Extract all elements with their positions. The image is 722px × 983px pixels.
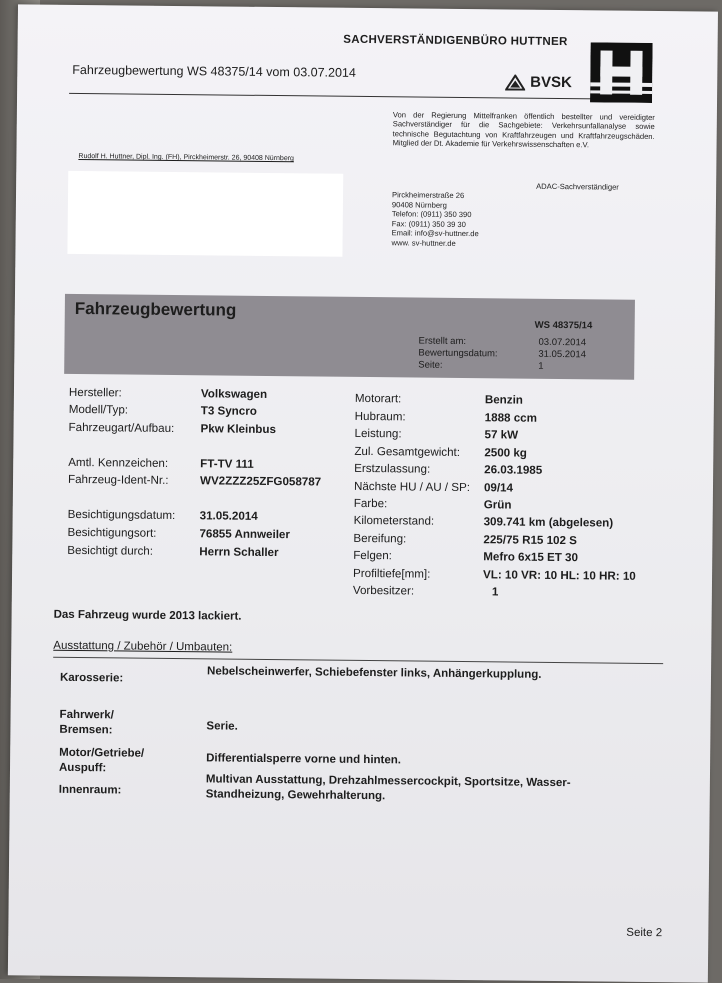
field-label-color: Farbe: [353, 496, 388, 511]
field-value-vin: WV2ZZZ25ZFG058787 [199, 474, 322, 489]
document-page [8, 4, 718, 982]
huttner-logo-icon [590, 42, 653, 103]
field-label-next-inspection: Nächste HU / AU / SP: [353, 479, 471, 495]
ws-number: WS 48375/14 [534, 319, 593, 332]
field-label-first-registration: Erstzulassung: [354, 461, 431, 476]
contact-web: www. sv-huttner.de [391, 238, 456, 248]
report-title: Fahrzeugbewertung WS 48375/14 vom 03.07.2014 [72, 62, 356, 80]
page-number: Seite 2 [626, 926, 663, 940]
equipment-label-body: Karosserie: [59, 671, 124, 685]
equipment-label-chassis-line2: Bremsen: [59, 723, 113, 737]
field-value-next-inspection: 09/14 [483, 481, 514, 495]
field-label-vin: Fahrzeug-Ident-Nr.: [67, 472, 169, 487]
field-value-displacement: 1888 ccm [484, 411, 537, 425]
field-label-rims: Felgen: [353, 548, 393, 563]
equipment-label-drivetrain-line1: Motor/Getriebe/ [59, 746, 145, 760]
equipment-value-drivetrain: Differentialsperre vorne und hinten. [206, 752, 402, 767]
equipment-value-interior [206, 772, 571, 806]
header-divider [69, 93, 651, 100]
field-label-model: Modell/Typ: [68, 402, 129, 417]
contact-email: Email: info@sv-huttner.de [391, 228, 479, 239]
contact-fax: Fax: (0911) 350 39 30 [391, 219, 466, 229]
bvsk-label: BVSK [530, 73, 573, 92]
bvsk-logo [505, 73, 572, 91]
field-value-previous-owners: 1 [491, 585, 499, 599]
field-value-body-type: Pkw Kleinbus [200, 422, 277, 437]
contact-city: 90408 Nürnberg [391, 199, 447, 210]
field-label-body-type: Fahrzeugart/Aufbau: [68, 420, 175, 435]
equipment-value-chassis: Serie. [206, 720, 238, 733]
expert-description: Von der Regierung Mittelfranken öffentlich bestellter und vereidigter Sachverständiger für die Sachgebiete: Verkehrsunfallanalyse sowie technische Begutachtung von Kraftfahrzeugen und Kraftfahrzeugschäden. Mitglied der Dt. Akademie für Verkehrswissenschaften e.V. [392, 110, 655, 150]
field-label-inspector: Besichtigt durch: [67, 543, 154, 558]
field-value-tread-depth: VL: 10 VR: 10 HL: 10 HR: 10 [483, 568, 636, 583]
field-value-engine-type: Benzin [484, 393, 523, 407]
field-label-plate: Amtl. Kennzeichen: [68, 455, 169, 470]
field-value-gross-weight: 2500 kg [484, 446, 527, 460]
field-label-power: Leistung: [354, 426, 402, 441]
meta-valuation-label: Bewertungsdatum: [418, 347, 498, 360]
field-value-model: T3 Syncro [200, 404, 257, 418]
meta-valuation-value: 31.05.2014 [538, 348, 586, 361]
field-label-tires: Bereifung: [353, 531, 407, 546]
equipment-value-interior-line2: Standheizung, Gewehrhalterung. [205, 788, 386, 803]
field-label-gross-weight: Zul. Gesamtgewicht: [354, 444, 461, 459]
field-label-displacement: Hubraum: [354, 409, 406, 424]
equipment-value-body: Nebelscheinwerfer, Schiebefenster links, Anhängerkupplung. [206, 665, 542, 681]
meta-page-label: Seite: [418, 359, 443, 371]
field-label-previous-owners: Vorbesitzer: [352, 583, 415, 598]
field-value-mileage: 309.741 km (abgelesen) [483, 515, 614, 530]
contact-phone: Telefon: (0911) 350 390 [391, 209, 472, 220]
equipment-label-interior: Innenraum: [58, 783, 122, 797]
equipment-label-drivetrain [59, 746, 144, 777]
field-value-inspection-place: 76855 Annweiler [199, 527, 290, 542]
contact-street: Pirckheimerstraße 26 [391, 190, 465, 201]
equipment-value-interior-line1: Multivan Ausstattung, Drehzahlmessercockpit, Sportsitze, Wasser- [205, 773, 571, 790]
field-value-manufacturer: Volkswagen [200, 387, 268, 401]
field-label-manufacturer: Hersteller: [68, 385, 122, 400]
field-label-mileage: Kilometerstand: [353, 513, 435, 528]
field-value-first-registration: 26.03.1985 [484, 463, 543, 477]
equipment-label-chassis-line1: Fahrwerk/ [59, 708, 114, 722]
band-title: Fahrzeugbewertung [74, 298, 237, 320]
field-label-inspection-date: Besichtigungsdatum: [67, 507, 176, 523]
equipment-label-drivetrain-line2: Auspuff: [58, 761, 107, 775]
field-value-rims: Mefro 6x15 ET 30 [483, 550, 579, 565]
field-value-inspector: Herrn Schaller [199, 545, 279, 560]
field-label-inspection-place: Besichtigungsort: [67, 525, 157, 540]
field-label-engine-type: Motorart: [354, 391, 402, 406]
contact-block [391, 190, 479, 248]
sender-line: Rudolf H. Huttner, Dipl. Ing. (FH), Pirckheimerstr. 26, 90408 Nürnberg [78, 152, 295, 163]
meta-created-value: 03.07.2014 [538, 336, 587, 349]
adac-label: ADAC-Sachverständiger [536, 181, 619, 192]
field-value-plate: FT-TV 111 [200, 457, 254, 471]
equipment-divider [53, 657, 663, 664]
field-value-power: 57 kW [484, 428, 519, 442]
field-label-tread-depth: Profiltiefe[mm]: [353, 566, 431, 581]
firm-name: SACHVERSTÄNDIGENBÜRO HUTTNER [343, 33, 568, 49]
field-value-color: Grün [483, 498, 512, 512]
field-value-tires: 225/75 R15 102 S [483, 533, 577, 548]
equipment-heading: Ausstattung / Zubehör / Umbauten: [53, 639, 233, 654]
field-value-inspection-date: 31.05.2014 [199, 509, 258, 523]
paint-note: Das Fahrzeug wurde 2013 lackiert. [53, 608, 242, 623]
redacted-address-box [67, 171, 343, 257]
equipment-label-chassis [59, 708, 114, 739]
meta-page-value: 1 [538, 360, 544, 372]
bvsk-triangle-icon [505, 74, 525, 90]
meta-created-label: Erstellt am: [418, 335, 467, 348]
